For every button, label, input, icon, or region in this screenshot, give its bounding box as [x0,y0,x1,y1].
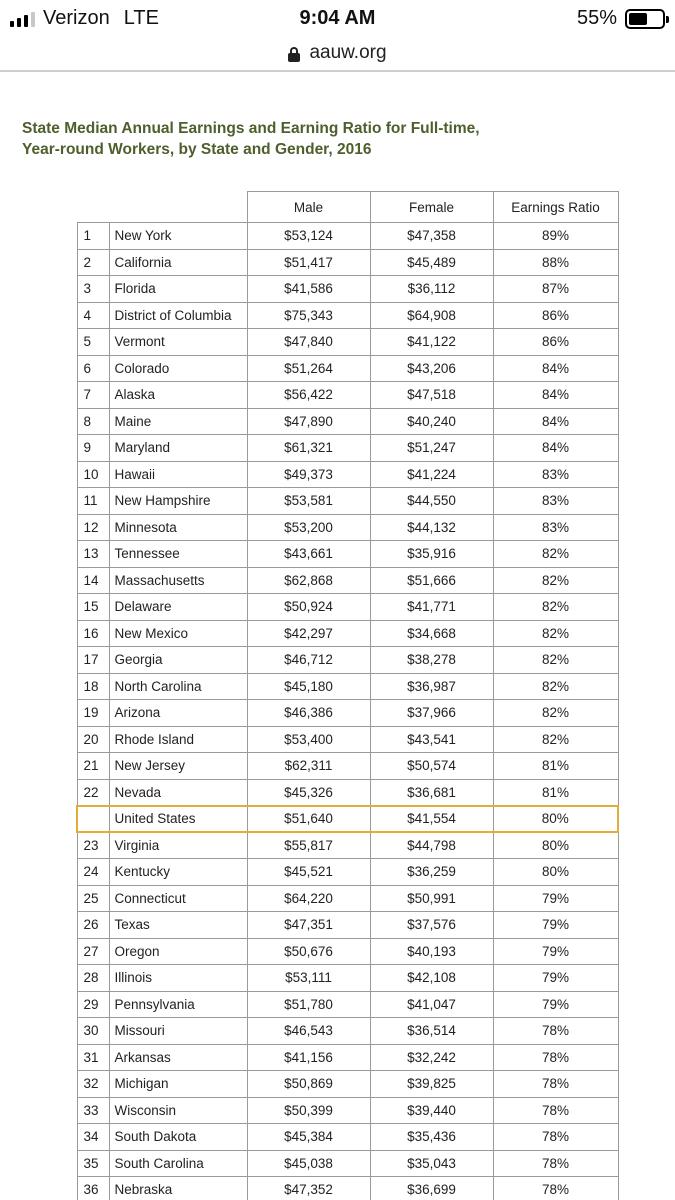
rank-cell: 9 [77,435,109,462]
earnings-ratio-cell: 80% [493,832,618,859]
earnings-ratio-cell: 84% [493,408,618,435]
female-earnings-cell: $44,798 [370,832,493,859]
table-row [77,700,618,727]
male-earnings-cell: $49,373 [247,461,370,488]
female-earnings-cell: $50,574 [370,753,493,780]
state-cell: New York [109,223,247,250]
state-cell: Michigan [109,1071,247,1098]
female-earnings-cell: $34,668 [370,620,493,647]
female-earnings-cell: $36,987 [370,673,493,700]
female-earnings-cell: $47,358 [370,223,493,250]
state-cell: Kentucky [109,859,247,886]
rank-cell: 4 [77,302,109,329]
rank-cell: 2 [77,249,109,276]
state-cell: Arizona [109,700,247,727]
male-earnings-cell: $75,343 [247,302,370,329]
state-cell: Nevada [109,779,247,806]
title-line-2: Year-round Workers, by State and Gender, 2016 [22,141,372,158]
rank-cell: 34 [77,1124,109,1151]
male-earnings-cell: $53,111 [247,965,370,992]
rank-cell [77,806,109,833]
table-row [77,885,618,912]
earnings-ratio-cell: 80% [493,859,618,886]
state-cell: Pennsylvania [109,991,247,1018]
table-row [77,647,618,674]
state-cell: Rhode Island [109,726,247,753]
earnings-ratio-cell: 82% [493,541,618,568]
carrier-name: Verizon [43,7,110,29]
rank-cell: 28 [77,965,109,992]
male-earnings-cell: $47,352 [247,1177,370,1200]
female-earnings-cell: $40,193 [370,938,493,965]
table-row [77,435,618,462]
state-cell: Virginia [109,832,247,859]
earnings-ratio-cell: 87% [493,276,618,303]
male-earnings-cell: $51,780 [247,991,370,1018]
state-cell: Maine [109,408,247,435]
rank-cell: 20 [77,726,109,753]
female-earnings-cell: $44,132 [370,514,493,541]
table-row [77,620,618,647]
earnings-ratio-cell: 84% [493,382,618,409]
rank-cell: 17 [77,647,109,674]
male-earnings-cell: $53,200 [247,514,370,541]
earnings-ratio-cell: 79% [493,965,618,992]
header-blank [77,192,247,223]
table-row [77,859,618,886]
state-cell: Delaware [109,594,247,621]
earnings-ratio-cell: 79% [493,991,618,1018]
male-earnings-cell: $53,124 [247,223,370,250]
earnings-ratio-cell: 82% [493,647,618,674]
status-time: 9:04 AM [299,7,376,29]
rank-cell: 25 [77,885,109,912]
table-row [77,461,618,488]
rank-cell: 8 [77,408,109,435]
toolbar-divider [0,70,675,72]
table-row [77,673,618,700]
table-row [77,302,618,329]
male-earnings-cell: $42,297 [247,620,370,647]
table-row [77,276,618,303]
table-row [77,567,618,594]
earnings-ratio-cell: 82% [493,673,618,700]
table-row [77,1124,618,1151]
url-text: aauw.org [309,42,387,63]
female-earnings-cell: $36,514 [370,1018,493,1045]
male-earnings-cell: $45,326 [247,779,370,806]
state-cell: Tennessee [109,541,247,568]
male-earnings-cell: $47,351 [247,912,370,939]
state-cell: South Dakota [109,1124,247,1151]
table-row [77,1097,618,1124]
table-row [77,382,618,409]
address-bar[interactable] [0,36,675,70]
male-earnings-cell: $62,868 [247,567,370,594]
male-earnings-cell: $47,840 [247,329,370,356]
state-cell: Vermont [109,329,247,356]
state-cell: Maryland [109,435,247,462]
rank-cell: 16 [77,620,109,647]
earnings-ratio-cell: 78% [493,1177,618,1200]
male-earnings-cell: $46,386 [247,700,370,727]
female-earnings-cell: $35,916 [370,541,493,568]
header-female: Female [370,192,493,223]
state-cell: Nebraska [109,1177,247,1200]
rank-cell: 1 [77,223,109,250]
rank-cell: 19 [77,700,109,727]
female-earnings-cell: $35,043 [370,1150,493,1177]
state-cell: Colorado [109,355,247,382]
female-earnings-cell: $44,550 [370,488,493,515]
table-row [77,355,618,382]
table-row [77,832,618,859]
state-cell: North Carolina [109,673,247,700]
earnings-ratio-cell: 82% [493,567,618,594]
header-earnings-ratio: Earnings Ratio [493,192,618,223]
male-earnings-cell: $45,521 [247,859,370,886]
table-row [77,1177,618,1200]
state-cell: Connecticut [109,885,247,912]
state-cell: District of Columbia [109,302,247,329]
earnings-ratio-cell: 78% [493,1071,618,1098]
female-earnings-cell: $37,576 [370,912,493,939]
female-earnings-cell: $41,554 [370,806,493,833]
status-bar [0,0,675,38]
female-earnings-cell: $41,224 [370,461,493,488]
male-earnings-cell: $61,321 [247,435,370,462]
rank-cell: 18 [77,673,109,700]
table-row [77,753,618,780]
earnings-ratio-cell: 88% [493,249,618,276]
male-earnings-cell: $46,712 [247,647,370,674]
earnings-ratio-cell: 84% [493,355,618,382]
rank-cell: 5 [77,329,109,356]
table-row [77,1071,618,1098]
state-cell: New Mexico [109,620,247,647]
rank-cell: 12 [77,514,109,541]
table-row [77,779,618,806]
female-earnings-cell: $32,242 [370,1044,493,1071]
rank-cell: 31 [77,1044,109,1071]
state-cell: Florida [109,276,247,303]
earnings-ratio-cell: 78% [493,1150,618,1177]
female-earnings-cell: $42,108 [370,965,493,992]
rank-cell: 6 [77,355,109,382]
rank-cell: 10 [77,461,109,488]
battery-icon [625,9,665,29]
female-earnings-cell: $40,240 [370,408,493,435]
earnings-ratio-cell: 81% [493,779,618,806]
earnings-ratio-cell: 78% [493,1124,618,1151]
table-row [77,408,618,435]
header-male: Male [247,192,370,223]
female-earnings-cell: $39,825 [370,1071,493,1098]
state-cell: Alaska [109,382,247,409]
rank-cell: 32 [77,1071,109,1098]
state-cell: Arkansas [109,1044,247,1071]
page-title [22,118,622,160]
male-earnings-cell: $41,156 [247,1044,370,1071]
table-row [77,1044,618,1071]
female-earnings-cell: $45,489 [370,249,493,276]
female-earnings-cell: $43,541 [370,726,493,753]
rank-cell: 30 [77,1018,109,1045]
female-earnings-cell: $47,518 [370,382,493,409]
state-cell: United States [109,806,247,833]
state-cell: Oregon [109,938,247,965]
table-row [77,541,618,568]
female-earnings-cell: $41,047 [370,991,493,1018]
table-row [77,249,618,276]
earnings-ratio-cell: 78% [493,1018,618,1045]
male-earnings-cell: $46,543 [247,1018,370,1045]
state-cell: Massachusetts [109,567,247,594]
earnings-ratio-cell: 83% [493,461,618,488]
earnings-ratio-cell: 78% [493,1044,618,1071]
rank-cell: 35 [77,1150,109,1177]
female-earnings-cell: $36,259 [370,859,493,886]
earnings-ratio-cell: 86% [493,329,618,356]
male-earnings-cell: $53,400 [247,726,370,753]
male-earnings-cell: $51,640 [247,806,370,833]
earnings-ratio-cell: 82% [493,594,618,621]
female-earnings-cell: $43,206 [370,355,493,382]
female-earnings-cell: $37,966 [370,700,493,727]
table-row [77,1150,618,1177]
table-row [77,912,618,939]
male-earnings-cell: $50,869 [247,1071,370,1098]
table-row [77,1018,618,1045]
male-earnings-cell: $41,586 [247,276,370,303]
earnings-ratio-cell: 81% [493,753,618,780]
rank-cell: 3 [77,276,109,303]
female-earnings-cell: $64,908 [370,302,493,329]
table-row [77,726,618,753]
battery-percent: 55% [576,7,617,29]
rank-cell: 7 [77,382,109,409]
male-earnings-cell: $53,581 [247,488,370,515]
rank-cell: 27 [77,938,109,965]
state-cell: New Hampshire [109,488,247,515]
title-line-1: State Median Annual Earnings and Earning Ratio for Full-time, [22,120,480,137]
rank-cell: 23 [77,832,109,859]
male-earnings-cell: $62,311 [247,753,370,780]
earnings-ratio-cell: 89% [493,223,618,250]
state-cell: South Carolina [109,1150,247,1177]
state-cell: Missouri [109,1018,247,1045]
table-row [77,991,618,1018]
rank-cell: 11 [77,488,109,515]
state-cell: Texas [109,912,247,939]
rank-cell: 33 [77,1097,109,1124]
rank-cell: 21 [77,753,109,780]
state-cell: Wisconsin [109,1097,247,1124]
male-earnings-cell: $51,417 [247,249,370,276]
earnings-ratio-cell: 83% [493,488,618,515]
earnings-ratio-cell: 80% [493,806,618,833]
female-earnings-cell: $36,699 [370,1177,493,1200]
state-cell: California [109,249,247,276]
rank-cell: 24 [77,859,109,886]
male-earnings-cell: $50,924 [247,594,370,621]
female-earnings-cell: $36,681 [370,779,493,806]
female-earnings-cell: $38,278 [370,647,493,674]
rank-cell: 22 [77,779,109,806]
female-earnings-cell: $51,247 [370,435,493,462]
earnings-ratio-cell: 79% [493,912,618,939]
earnings-ratio-cell: 82% [493,620,618,647]
state-cell: Illinois [109,965,247,992]
earnings-ratio-cell: 83% [493,514,618,541]
lock-icon [288,47,300,62]
earnings-ratio-cell: 78% [493,1097,618,1124]
earnings-ratio-cell: 79% [493,938,618,965]
female-earnings-cell: $36,112 [370,276,493,303]
rank-cell: 15 [77,594,109,621]
table-row [77,488,618,515]
female-earnings-cell: $51,666 [370,567,493,594]
male-earnings-cell: $55,817 [247,832,370,859]
network-type: LTE [123,7,159,29]
table-row [77,594,618,621]
rank-cell: 36 [77,1177,109,1200]
female-earnings-cell: $39,440 [370,1097,493,1124]
male-earnings-cell: $47,890 [247,408,370,435]
male-earnings-cell: $51,264 [247,355,370,382]
female-earnings-cell: $41,771 [370,594,493,621]
male-earnings-cell: $45,384 [247,1124,370,1151]
male-earnings-cell: $43,661 [247,541,370,568]
male-earnings-cell: $45,038 [247,1150,370,1177]
table-row [77,938,618,965]
earnings-ratio-cell: 79% [493,885,618,912]
rank-cell: 14 [77,567,109,594]
earnings-ratio-cell: 82% [493,726,618,753]
table-row [77,965,618,992]
rank-cell: 26 [77,912,109,939]
table-row [77,223,618,250]
table-row [77,514,618,541]
state-cell: New Jersey [109,753,247,780]
female-earnings-cell: $41,122 [370,329,493,356]
female-earnings-cell: $50,991 [370,885,493,912]
table-row-national [77,806,618,833]
state-cell: Minnesota [109,514,247,541]
male-earnings-cell: $45,180 [247,673,370,700]
table-row [77,329,618,356]
male-earnings-cell: $56,422 [247,382,370,409]
male-earnings-cell: $64,220 [247,885,370,912]
earnings-ratio-cell: 84% [493,435,618,462]
earnings-table [76,191,619,1200]
rank-cell: 13 [77,541,109,568]
male-earnings-cell: $50,676 [247,938,370,965]
rank-cell: 29 [77,991,109,1018]
table-header-row [77,192,618,223]
female-earnings-cell: $35,436 [370,1124,493,1151]
earnings-ratio-cell: 86% [493,302,618,329]
male-earnings-cell: $50,399 [247,1097,370,1124]
state-cell: Hawaii [109,461,247,488]
state-cell: Georgia [109,647,247,674]
earnings-ratio-cell: 82% [493,700,618,727]
